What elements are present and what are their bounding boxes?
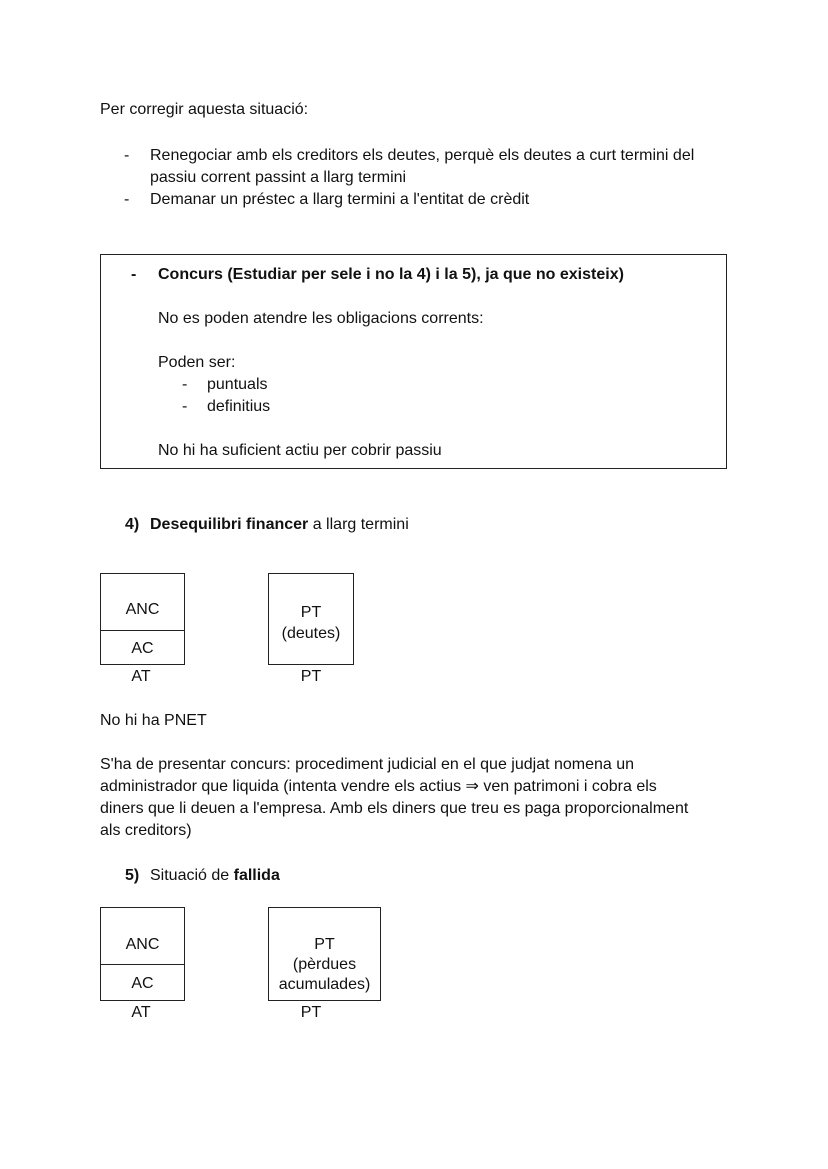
concurs-type-2: definitius [207,398,271,415]
bullet-dash: - [124,147,130,164]
concurs-poden: Poden ser: [158,354,236,371]
bullet-dash: - [182,398,188,415]
ac-cell: AC [100,630,185,665]
bullet-dash: - [131,266,137,283]
section5-number: 5) [125,867,140,884]
at-label: AT [131,1004,151,1021]
section5-title-bold: fallida [233,867,280,884]
fix-item-1-line1: Renegociar amb els creditors els deutes, perquè els deutes a curt termini del [150,147,695,164]
ac-cell: AC [100,964,185,1001]
section5-title [150,865,280,887]
section4-title [150,514,409,536]
pt-label: PT [300,668,322,685]
concurs-heading: Concurs (Estudiar per sele i no la 4) i la 5), ja que no existeix) [158,266,624,283]
acumulades-line: acumulades) [278,976,371,993]
deutes-line: (deutes) [281,625,341,642]
pt-deutes-cell [268,573,354,665]
section4-title-rest: a llarg termini [308,516,409,533]
anc-cell: ANC [100,573,185,631]
section4-title-bold: Desequilibri financer [150,516,309,533]
section4-number: 4) [125,516,140,533]
fix-item-1-line2: passiu corrent passint a llarg termini [150,169,407,186]
pt-line: PT [314,936,335,953]
section5-title-normal: Situació de [150,867,234,884]
paragraph-line: diners que li deuen a l'empresa. Amb els diners que treu es paga proporcionalment [100,800,689,817]
pt-label: PT [300,1004,322,1021]
fix-item-2: Demanar un préstec a llarg termini a l'entitat de crèdit [150,191,530,208]
perdues-line: (pèrdues [292,956,357,973]
bullet-dash: - [182,376,188,393]
pt-perdues-cell [268,907,381,1001]
pt-line: PT [300,604,322,621]
concurs-type-1: puntuals [207,376,268,393]
anc-cell: ANC [100,907,185,965]
paragraph-line: als creditors) [100,822,192,839]
at-label: AT [131,668,151,685]
bullet-dash: - [124,191,130,208]
intro-text: Per corregir aquesta situació: [100,101,309,118]
concurs-last: No hi ha suficient actiu per cobrir passiu [158,442,442,459]
paragraph-line: S'ha de presentar concurs: procediment judicial en el que judjat nomena un [100,756,635,773]
concurs-line1: No es poden atendre les obligacions corrents: [158,310,484,327]
paragraph-line: administrador que liquida (intenta vendre els actius ⇒ ven patrimoni i cobra els [100,778,657,795]
section4-note: No hi ha PNET [100,712,207,729]
